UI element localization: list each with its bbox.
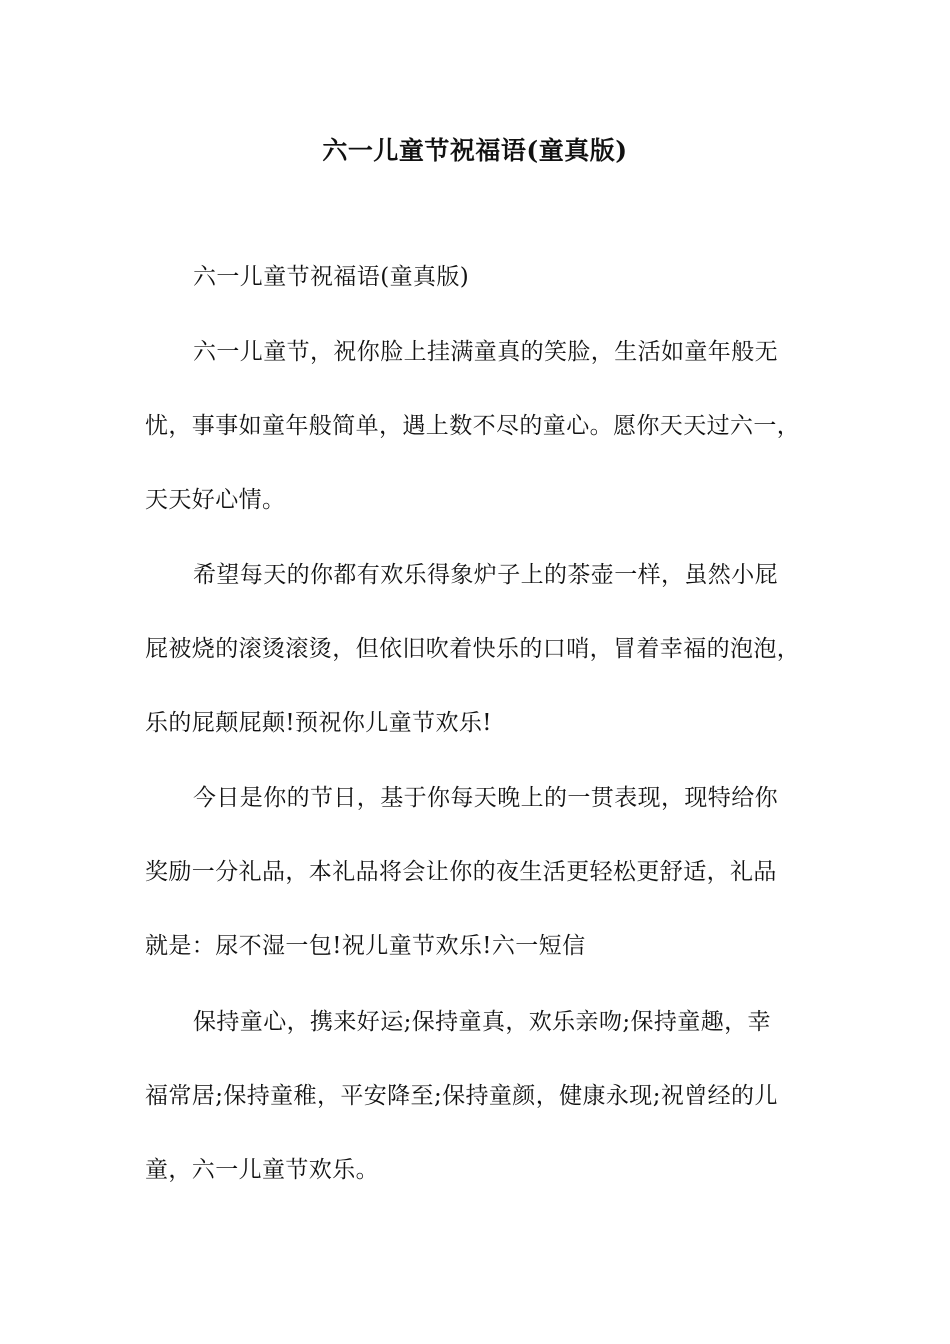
paragraph-4 [145, 985, 825, 1207]
paragraph-2 [145, 538, 825, 760]
paragraph-line: 童，六一儿童节欢乐。 [145, 1157, 379, 1183]
paragraph-line: 乐的屁颠屁颠!预祝你儿童节欢乐! [145, 710, 492, 736]
paragraph-line: 希望每天的你都有欢乐得象炉子上的茶壶一样，虽然小屁 [193, 562, 778, 588]
paragraph-line: 今日是你的节日，基于你每天晚上的一贯表现，现特给你 [193, 785, 778, 811]
paragraph-line: 就是：尿不湿一包!祝儿童节欢乐!六一短信 [145, 933, 586, 959]
paragraph-line: 福常居;保持童稚，平安降至;保持童颜，健康永现;祝曾经的儿 [145, 1083, 778, 1109]
paragraph-line: 屁被烧的滚烫滚烫，但依旧吹着快乐的口哨，冒着幸福的泡泡， [145, 636, 801, 662]
paragraph-line: 忧，事事如童年般简单，遇上数不尽的童心。愿你天天过六一， [145, 413, 801, 439]
paragraph-1 [145, 315, 825, 537]
paragraph-subtitle [145, 240, 825, 314]
paragraph-line: 奖励一分礼品，本礼品将会让你的夜生活更轻松更舒适，礼品 [145, 859, 777, 885]
paragraph-3 [145, 761, 825, 983]
paragraph-line: 天天好心情。 [145, 487, 286, 513]
document-title: 六一儿童节祝福语(童真版) [322, 136, 628, 165]
paragraph-line: 六一儿童节祝福语(童真版) [193, 264, 470, 290]
paragraph-line: 保持童心，携来好运;保持童真，欢乐亲吻;保持童趣，幸 [193, 1009, 771, 1035]
paragraph-line: 六一儿童节，祝你脸上挂满童真的笑脸，生活如童年般无 [193, 339, 778, 365]
